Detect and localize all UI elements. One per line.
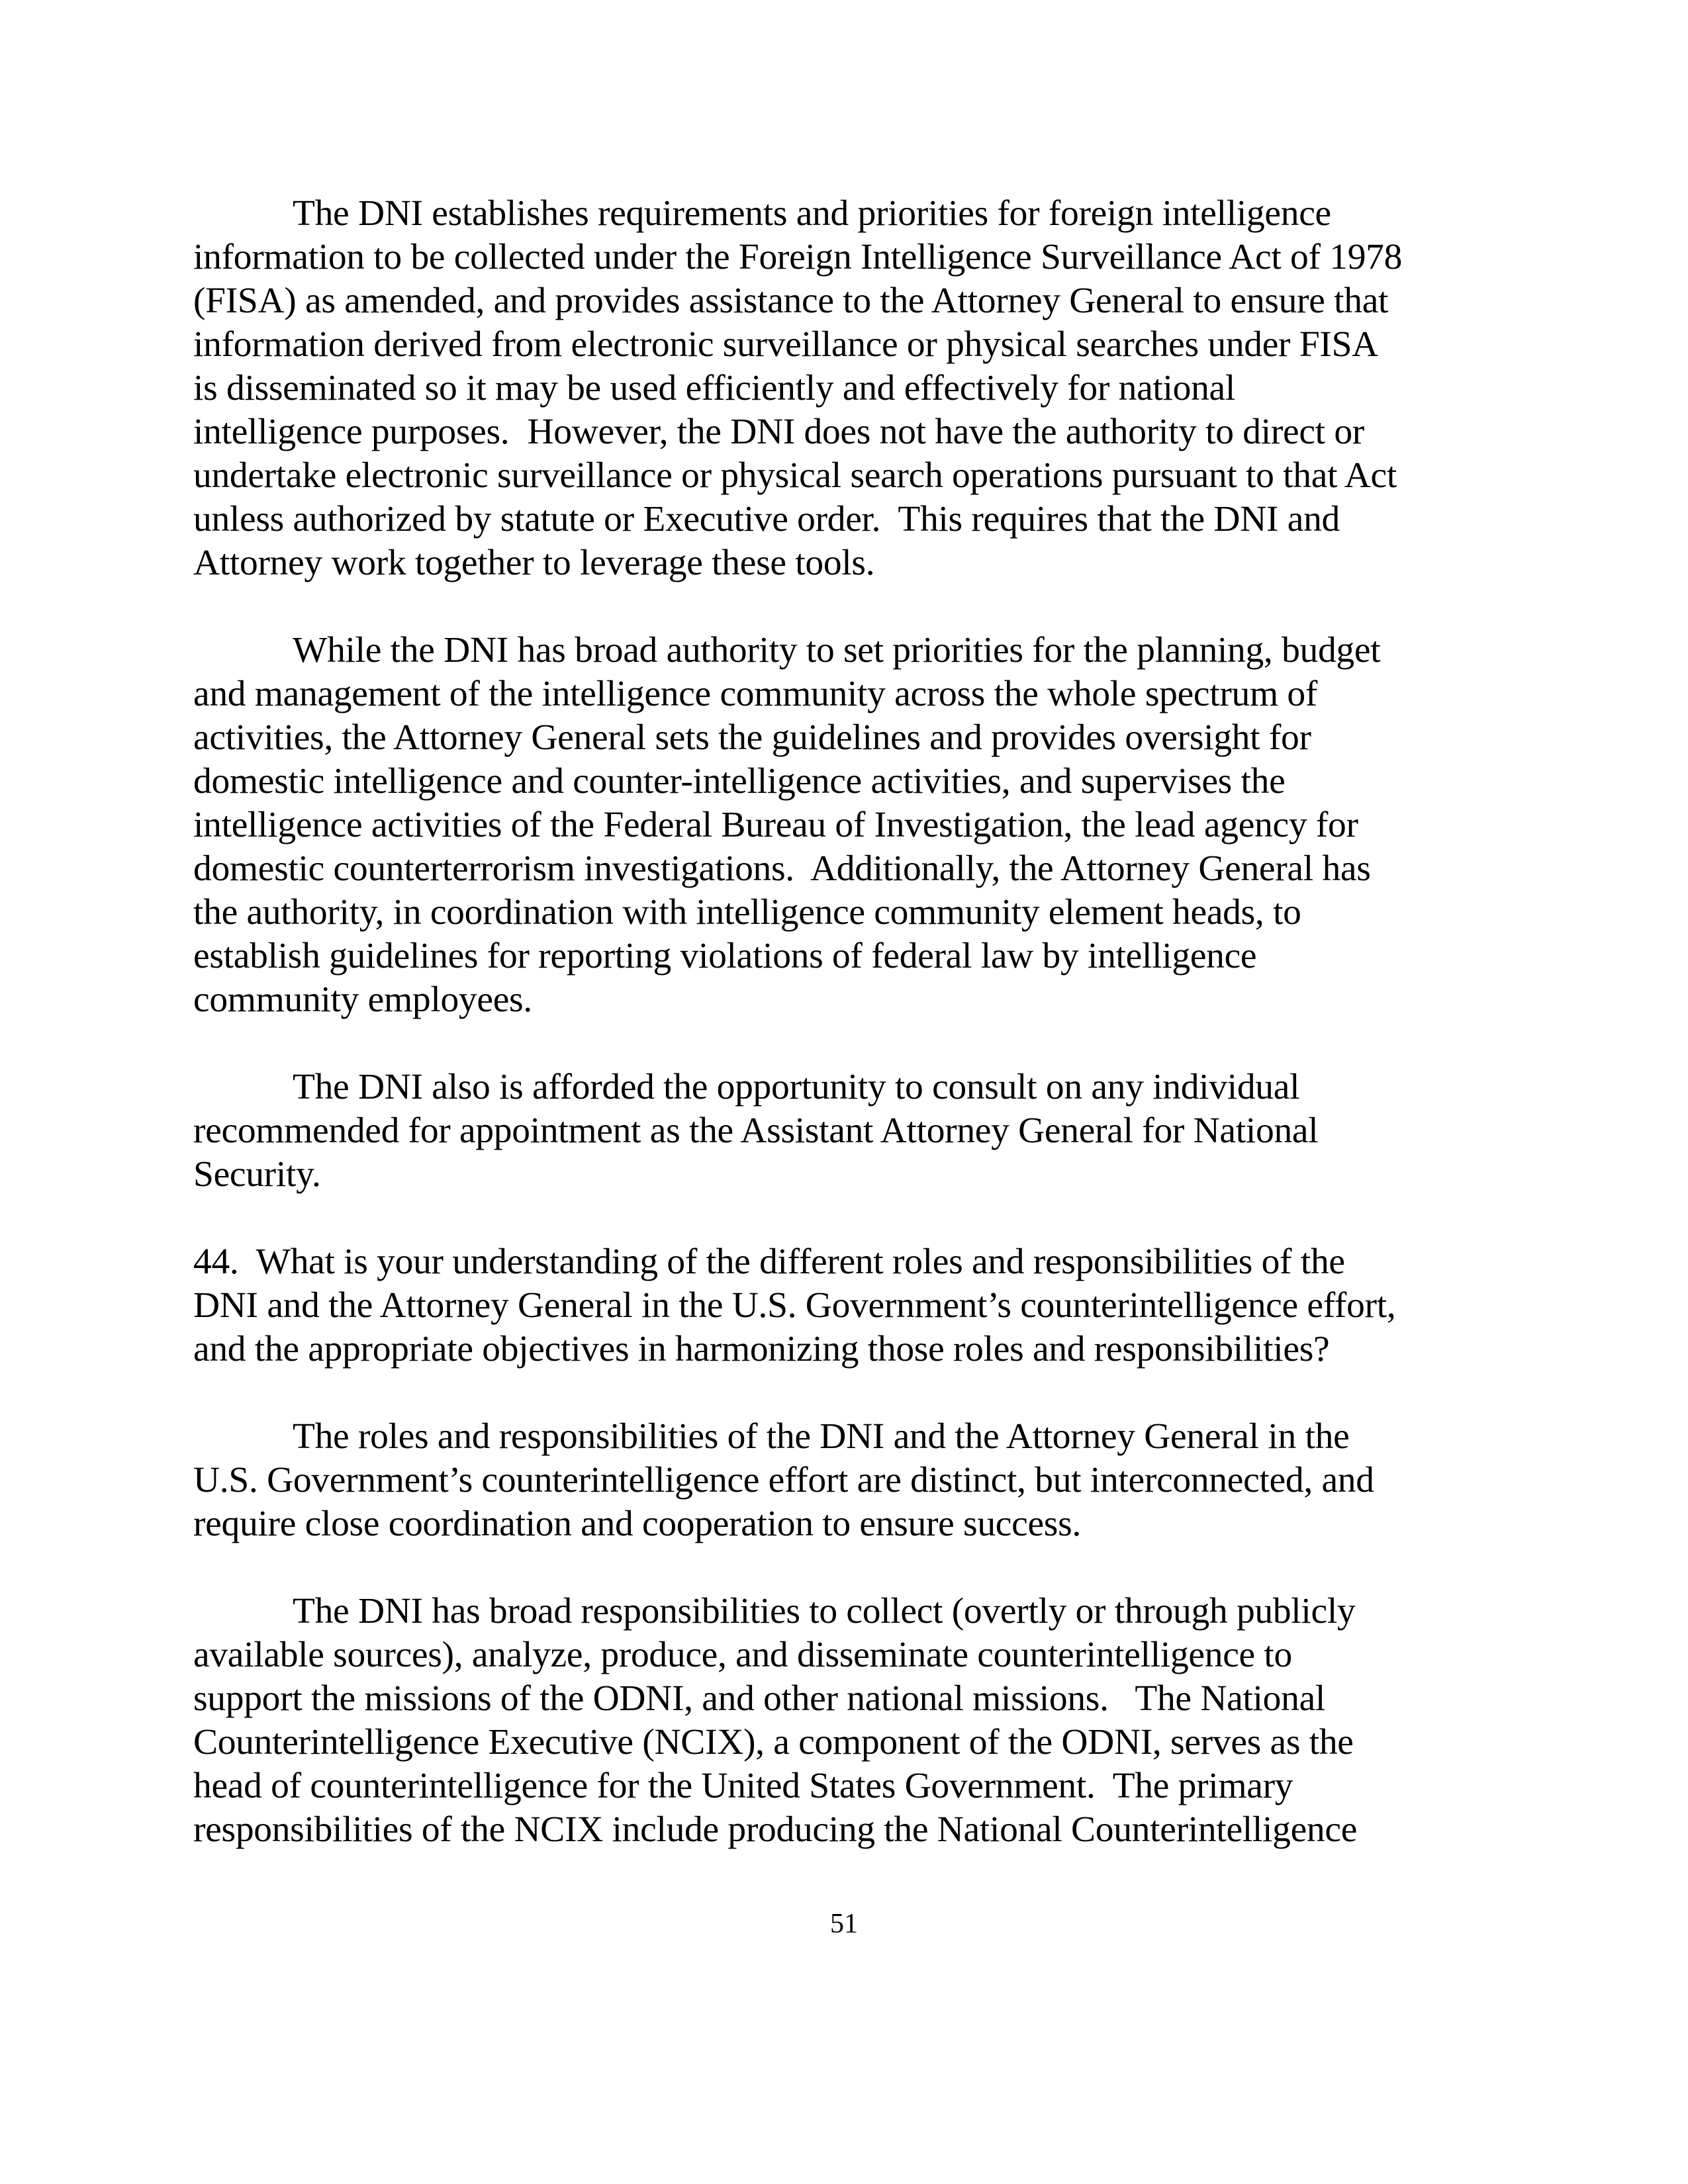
- text-line: information derived from electronic surveillance or physical searches under FISA: [193, 324, 1378, 365]
- text-line: undertake electronic surveillance or physical search operations pursuant to that Act: [193, 455, 1397, 496]
- text-line: The DNI has broad responsibilities to collect (overtly or through publicly: [293, 1591, 1356, 1631]
- text-line: While the DNI has broad authority to set priorities for the planning, budget: [293, 630, 1381, 670]
- text-line: responsibilities of the NCIX include producing the National Counterintelligence: [193, 1809, 1358, 1850]
- text-line: recommended for appointment as the Assistant Attorney General for National: [193, 1111, 1319, 1151]
- page-number: 51: [830, 1909, 858, 1939]
- text-line: The DNI also is afforded the opportunity to consult on any individual: [293, 1067, 1300, 1107]
- document-page: [193, 192, 1517, 1895]
- text-line: unless authorized by statute or Executive order. This requires that the DNI and: [193, 499, 1340, 539]
- question-line: 44. What is your understanding of the different roles and responsibilities of the: [193, 1242, 1345, 1282]
- paragraph-dni-ncix-responsibilities: [193, 1590, 1517, 1852]
- paragraph-dni-ag-authority: [193, 629, 1517, 1022]
- paragraph-roles-distinct: [193, 1415, 1517, 1546]
- question-line: and the appropriate objectives in harmonizing those roles and responsibilities?: [193, 1329, 1330, 1369]
- paragraph-dni-consultation: [193, 1066, 1517, 1197]
- text-line: intelligence activities of the Federal Bureau of Investigation, the lead agency for: [193, 805, 1358, 845]
- text-line: (FISA) as amended, and provides assistance to the Attorney General to ensure that: [193, 281, 1389, 321]
- text-line: activities, the Attorney General sets the guidelines and provides oversight for: [193, 717, 1311, 758]
- text-line: Attorney work together to leverage these tools.: [193, 543, 875, 583]
- text-line: available sources), analyze, produce, and disseminate counterintelligence to: [193, 1635, 1293, 1675]
- text-line: is disseminated so it may be used efficiently and effectively for national: [193, 368, 1235, 408]
- text-line: Security.: [193, 1154, 321, 1195]
- text-line: domestic intelligence and counter-intelligence activities, and supervises the: [193, 761, 1286, 801]
- text-line: domestic counterterrorism investigations. Additionally, the Attorney General has: [193, 848, 1371, 889]
- text-line: the authority, in coordination with intelligence community element heads, to: [193, 892, 1301, 933]
- paragraph-dni-fisa-requirements: [193, 192, 1517, 585]
- text-line: require close coordination and cooperation to ensure success.: [193, 1504, 1081, 1544]
- text-line: and management of the intelligence community across the whole spectrum of: [193, 674, 1318, 714]
- text-line: Counterintelligence Executive (NCIX), a component of the ODNI, serves as the: [193, 1722, 1354, 1762]
- text-line: intelligence purposes. However, the DNI does not have the authority to direct or: [193, 412, 1364, 452]
- text-line: head of counterintelligence for the United States Government. The primary: [193, 1766, 1293, 1806]
- text-line: U.S. Government’s counterintelligence effort are distinct, but interconnected, and: [193, 1460, 1374, 1500]
- text-line: establish guidelines for reporting violations of federal law by intelligence: [193, 936, 1257, 976]
- question-44: [193, 1240, 1517, 1371]
- text-line: The DNI establishes requirements and priorities for foreign intelligence: [293, 193, 1331, 234]
- text-line: support the missions of the ODNI, and other national missions. The National: [193, 1678, 1326, 1719]
- text-line: information to be collected under the Foreign Intelligence Surveillance Act of 1978: [193, 237, 1403, 277]
- text-line: community employees.: [193, 979, 532, 1020]
- text-line: The roles and responsibilities of the DNI and the Attorney General in the: [293, 1416, 1350, 1457]
- question-line: DNI and the Attorney General in the U.S. Government’s counterintelligence effort,: [193, 1285, 1396, 1326]
